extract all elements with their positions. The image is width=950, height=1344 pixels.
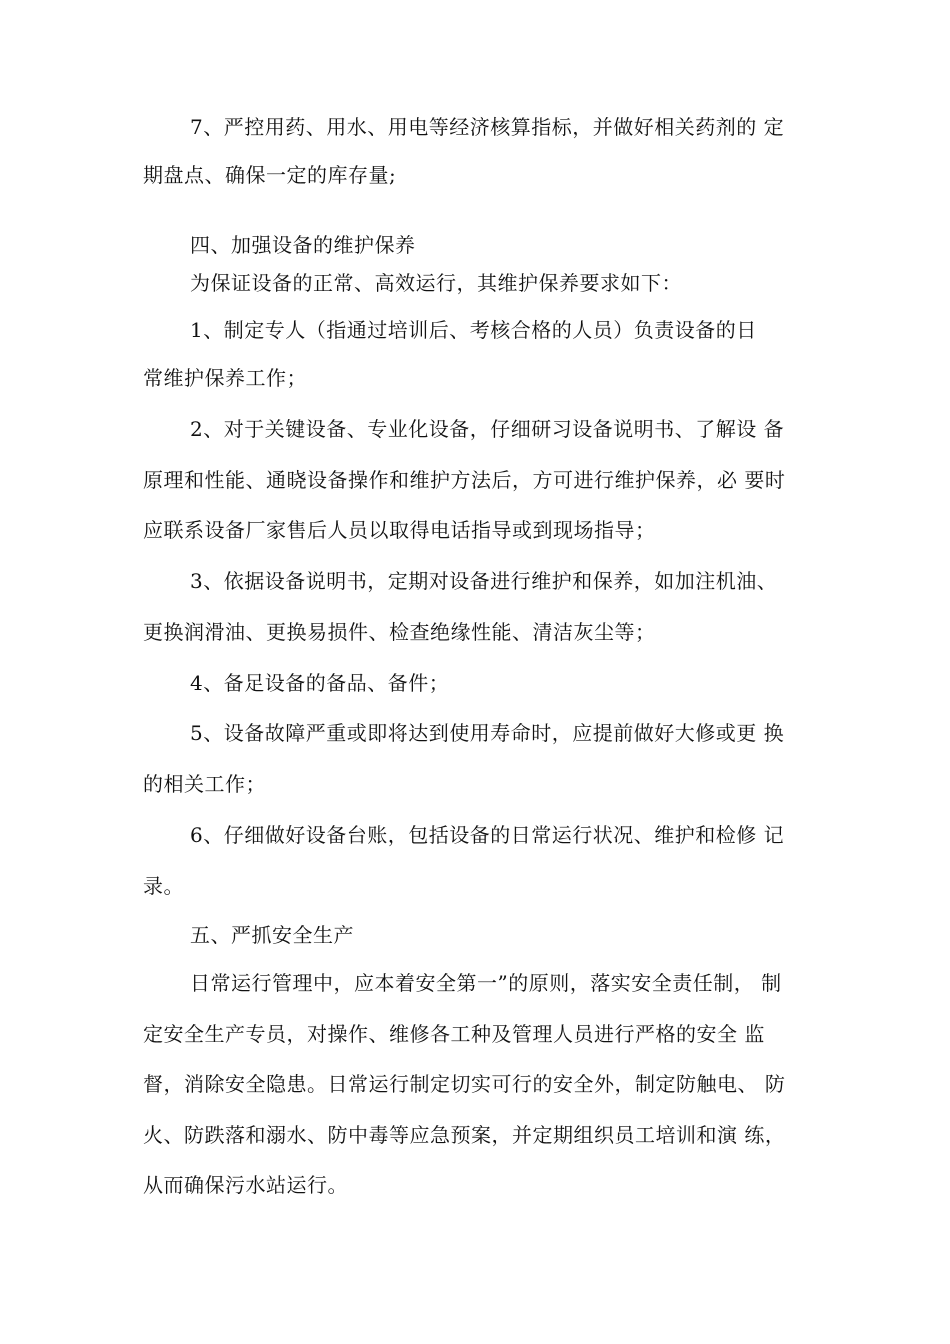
paragraph-line: 为保证设备的正常、高效运行，其维护保养要求如下： [190, 271, 682, 295]
paragraph-line: 录。 [143, 874, 184, 898]
paragraph-line: 火、防跌落和溺水、防中毒等应急预案，并定期组织员工培训和演 练， [143, 1123, 786, 1147]
paragraph-line: 应联系设备厂家售后人员以取得电话指导或到现场指导； [143, 518, 656, 542]
paragraph-line: 常维护保养工作； [143, 366, 307, 390]
paragraph-line: 4、备足设备的备品、备件； [190, 671, 450, 695]
paragraph-line: 3、依据设备说明书，定期对设备进行维护和保养，如加注机油、 [190, 569, 778, 593]
paragraph-line: 2、对于关键设备、专业化设备，仔细研习设备说明书、了解设 备 [190, 417, 785, 441]
paragraph-line: 更换润滑油、更换易损件、检查绝缘性能、清洁灰尘等； [143, 620, 656, 644]
paragraph-line: 督，消除安全隐患。日常运行制定切实可行的安全外，制定防触电、 防 [143, 1072, 786, 1096]
paragraph-line: 定安全生产专员，对操作、维修各工种及管理人员进行严格的安全 监 [143, 1022, 765, 1046]
paragraph-line: 原理和性能、通晓设备操作和维护方法后，方可进行维护保养，必 要时 [143, 468, 786, 492]
paragraph-line: 5、设备故障严重或即将达到使用寿命时，应提前做好大修或更 换 [190, 721, 785, 745]
paragraph-line: 7、严控用药、用水、用电等经济核算指标，并做好相关药剂的 定 [190, 115, 785, 139]
paragraph-line: 从而确保污水站运行。 [143, 1173, 348, 1197]
paragraph-line: 1、制定专人（指通过培训后、考核合格的人员）负责设备的日 [190, 318, 757, 342]
paragraph-line: 的相关工作； [143, 772, 266, 796]
paragraph-line: 期盘点、确保一定的库存量; [143, 163, 397, 187]
section-heading: 四、加强设备的维护保养 [190, 233, 416, 257]
paragraph-line: 6、仔细做好设备台账，包括设备的日常运行状况、维护和检修 记 [190, 823, 785, 847]
section-heading: 五、严抓安全生产 [190, 923, 354, 947]
paragraph-line: 日常运行管理中，应本着安全第一”的原则，落实安全责任制， 制 [190, 971, 782, 995]
